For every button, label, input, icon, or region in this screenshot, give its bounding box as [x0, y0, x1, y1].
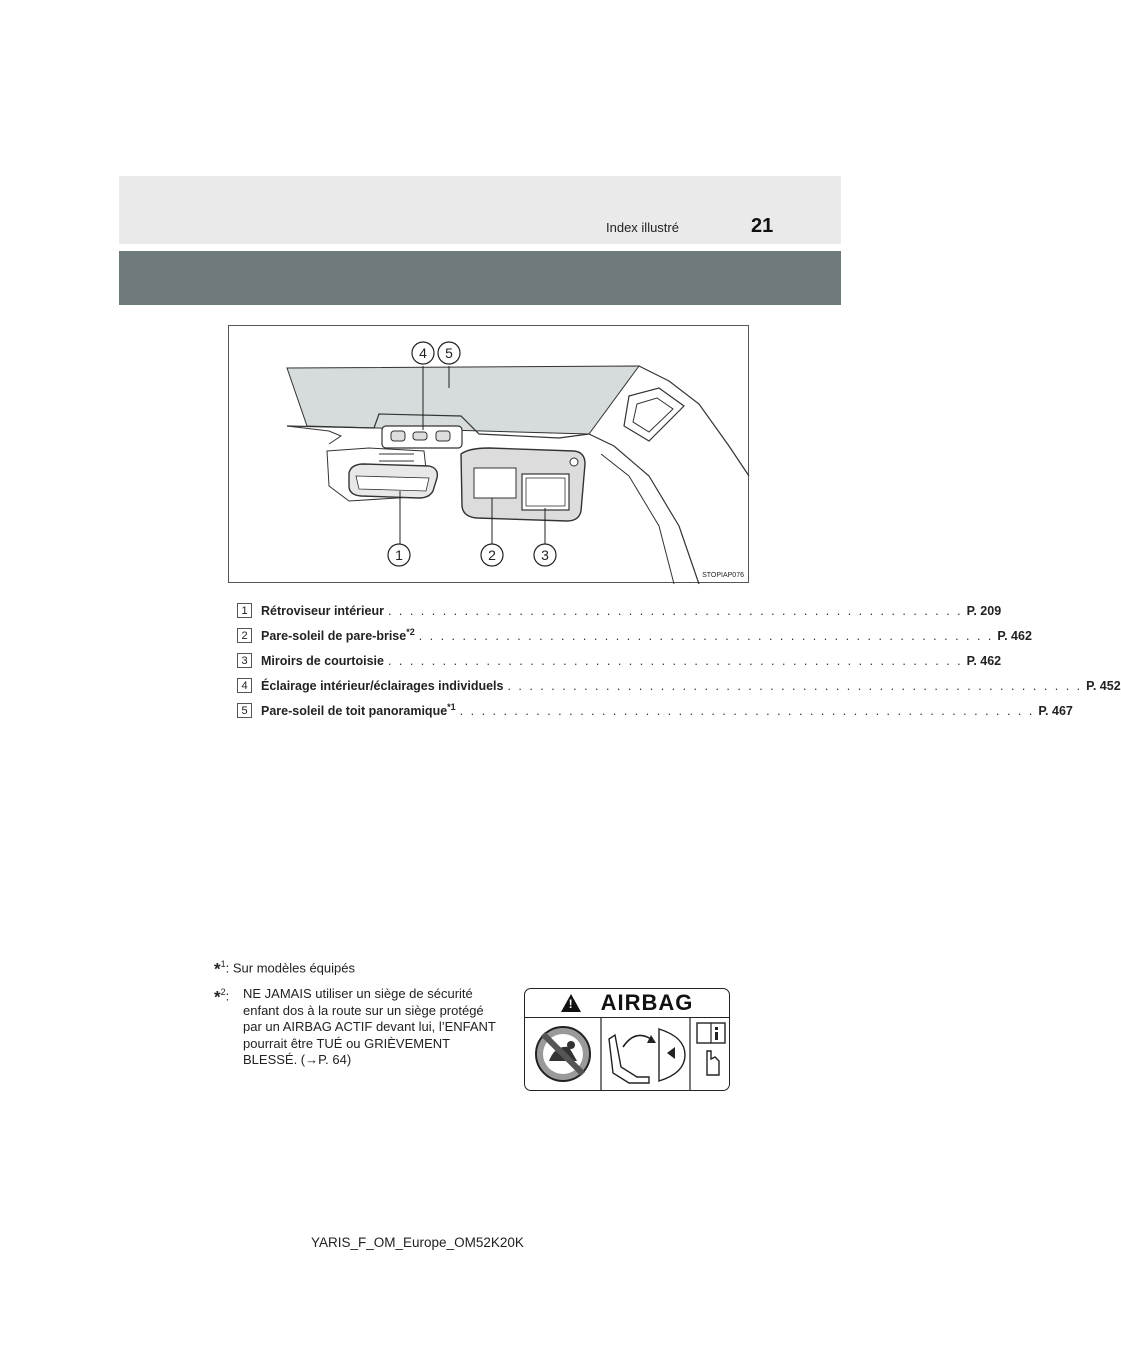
footnote-star: *: [214, 987, 221, 1007]
index-item: [237, 598, 1002, 623]
page-number: 21: [751, 215, 774, 237]
footnote-2-marker: [214, 984, 229, 1006]
footnote-2-text: NE JAMAIS utiliser un siège de sécurité enfant dos à la route sur un siège protégé par un AIRBAG ACTIF devant lui, l’ENFANT pourrait être TUÉ ou GRIÈVEMENT BLESSÉ. (→P. 64): [243, 986, 496, 1067]
leader-dots: . . . . . . . . . . . . . . . . . . . . . . . . . . . . . . . . . . . . . . . . . . . . . . . . . . . . .: [459, 703, 1035, 718]
manual-reference-icon: [697, 1023, 725, 1075]
svg-text:4: 4: [419, 345, 427, 361]
passenger-seat-airbag-icon: [609, 1029, 685, 1083]
footnote-star: *: [214, 959, 221, 979]
item-number: 4: [237, 678, 252, 693]
svg-text:2: 2: [488, 547, 496, 563]
svg-text:5: 5: [445, 345, 453, 361]
leader-dots: . . . . . . . . . . . . . . . . . . . . . . . . . . . . . . . . . . . . . . . . . . . . . . . . . . . . .: [418, 628, 994, 643]
page-reference-link[interactable]: P. 452: [1086, 678, 1121, 693]
footnote-text: : Sur modèles équipés: [225, 960, 355, 976]
index-list: [237, 598, 1121, 723]
index-item: [237, 623, 1032, 648]
callout-3: [534, 544, 556, 566]
item-number: 2: [237, 628, 252, 643]
leader-dots: . . . . . . . . . . . . . . . . . . . . . . . . . . . . . . . . . . . . . . . . . . . . . . . . . . . . .: [387, 653, 963, 668]
airbag-title: AIRBAG: [600, 990, 694, 1015]
item-label: Miroirs de courtoisie: [261, 653, 384, 668]
footnote-number: 1: [220, 959, 226, 969]
interior-ceiling-illustration: [228, 325, 749, 583]
item-label: Pare-soleil de toit panoramique: [261, 704, 448, 719]
callout-2: [481, 544, 503, 566]
item-label: Pare-soleil de pare-brise: [261, 629, 407, 644]
callout-4: [412, 342, 434, 364]
footnote-number: 2: [220, 987, 226, 997]
section-title: Index illustré: [606, 220, 679, 235]
item-label: Éclairage intérieur/éclairages individuels: [261, 678, 504, 693]
callout-1: [388, 544, 410, 566]
item-number: 1: [237, 603, 252, 618]
index-item: [237, 673, 1121, 698]
footnote-colon: :: [225, 988, 230, 1004]
no-rear-facing-child-seat-icon: [536, 1027, 590, 1081]
footnote-ref: *2: [406, 627, 415, 638]
item-number: 3: [237, 653, 252, 668]
page-reference-link[interactable]: P. 209: [966, 603, 1002, 618]
index-item: [237, 698, 1073, 723]
header-band: [119, 176, 841, 244]
footnote-ref: *1: [447, 702, 456, 713]
leader-dots: . . . . . . . . . . . . . . . . . . . . . . . . . . . . . . . . . . . . . . . . . . . . . . . . . . . . .: [507, 678, 1083, 693]
ceiling-drawing: [229, 326, 750, 584]
page-reference-link[interactable]: P. 462: [997, 628, 1032, 643]
airbag-pictograms: [525, 1017, 731, 1091]
footnote-1: [214, 956, 355, 978]
figure-code: STOPIAP076: [702, 572, 744, 579]
item-number: 5: [237, 703, 252, 718]
airbag-label-header: [525, 989, 729, 1018]
airbag-warning-label: [524, 988, 730, 1091]
warning-triangle-icon: !: [561, 994, 581, 1012]
leader-dots: . . . . . . . . . . . . . . . . . . . . . . . . . . . . . . . . . . . . . . . . . . . . . . . . . . . . .: [387, 603, 963, 618]
section-banner: [119, 251, 841, 305]
svg-text:3: 3: [541, 547, 549, 563]
callout-5: [438, 342, 460, 364]
airbag-label-pictograms: [525, 1017, 731, 1091]
page-reference-link[interactable]: P. 462: [966, 653, 1002, 668]
page-reference-link[interactable]: P. 467: [1038, 703, 1073, 718]
item-label: Rétroviseur intérieur: [261, 603, 384, 618]
svg-text:1: 1: [395, 547, 403, 563]
index-item: [237, 648, 1002, 673]
document-code: YARIS_F_OM_Europe_OM52K20K: [311, 1235, 524, 1250]
